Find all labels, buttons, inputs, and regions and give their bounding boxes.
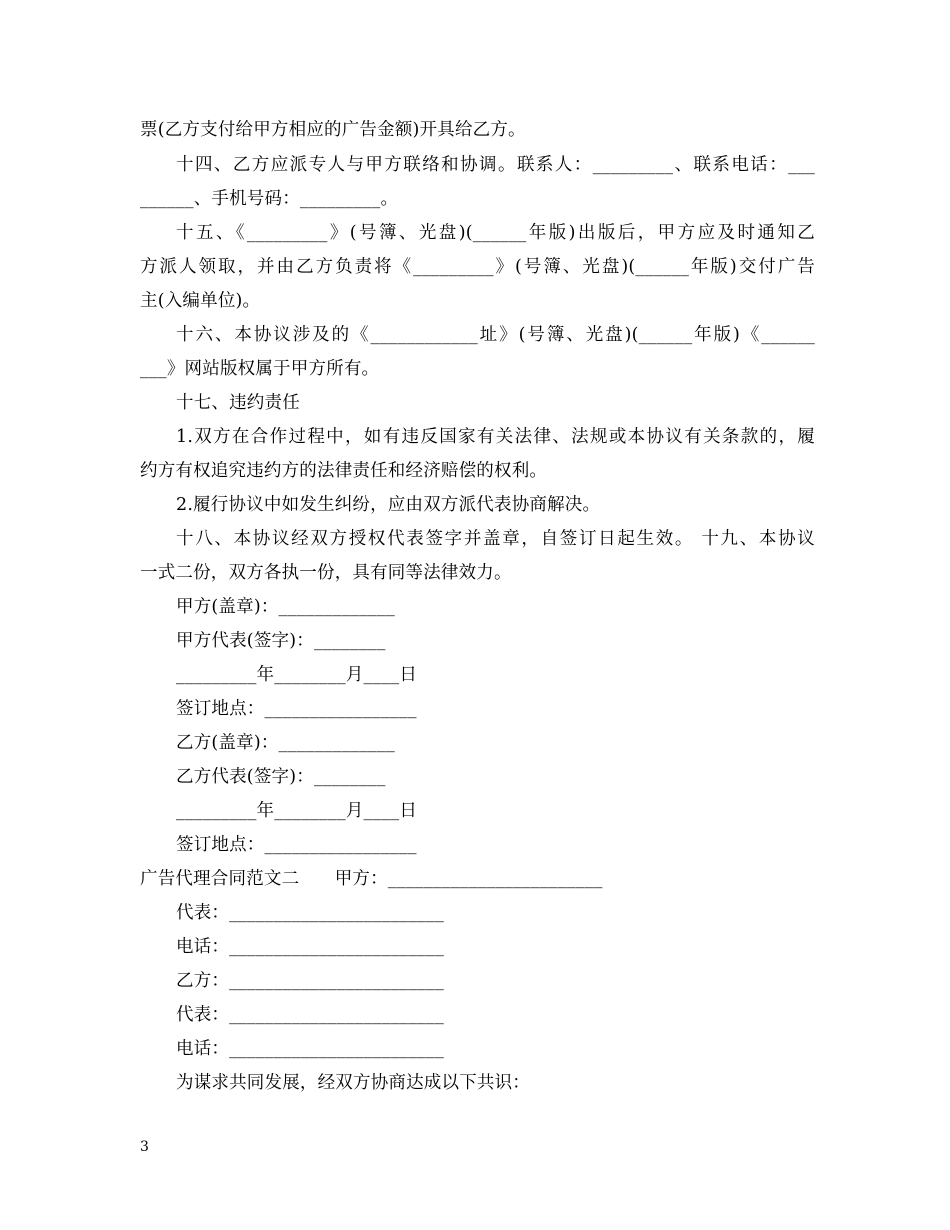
party-b-signing-place: 签订地点：_________________	[176, 835, 417, 855]
sample-two-party-a-phone: 电话：________________________	[176, 937, 444, 957]
sample-two-party-b: 乙方：________________________	[176, 971, 444, 991]
clause-14-line-1: 十四、乙方应派专人与甲方联络和协调。联系人：_________、联系电话：___	[176, 155, 815, 175]
clause-15-line-1: 十五、《_________》(号簿、光盘)(______年版)出版后，甲方应及时通知乙	[176, 223, 815, 243]
sample-two-party-b-phone: 电话：________________________	[176, 1039, 444, 1059]
party-a-date: _________年________月____日	[176, 665, 418, 685]
text-line-invoice: 票(乙方支付给甲方相应的广告金额)开具给乙方。	[140, 120, 526, 140]
clause-17-item-2: 2.履行协议中如发生纠纷，应由双方派代表协商解决。	[176, 495, 601, 515]
clause-15-line-2: 方派人领取，并由乙方负责将《_________》(号簿、光盘)(______年版)交付广告	[140, 257, 815, 277]
party-a-signing-place: 签订地点：_________________	[176, 699, 417, 719]
clause-18-line-2: 一式二份，双方各执一份，具有同等法律效力。	[140, 563, 512, 583]
party-a-representative: 甲方代表(签字)：________	[176, 631, 386, 651]
clause-18-line-1: 十八、本协议经双方授权代表签字并盖章，自签订日起生效。 十九、本协议	[176, 529, 815, 549]
page-number: 3	[140, 1139, 149, 1155]
party-b-seal: 乙方(盖章)：_____________	[176, 733, 395, 753]
sample-two-heading: 广告代理合同范文二 甲方：________________________	[140, 869, 603, 889]
clause-15-line-3: 主(入编单位)。	[140, 291, 261, 311]
party-b-representative: 乙方代表(签字)：________	[176, 767, 386, 787]
clause-17-item-1-line-2: 约方有权追究违约方的法律责任和经济赔偿的权利。	[140, 461, 548, 481]
sample-two-party-b-representative: 代表：________________________	[176, 1005, 444, 1025]
clause-17-heading: 十七、违约责任	[176, 393, 300, 413]
sample-two-intro: 为谋求共同发展，经双方协商达成以下共识：	[176, 1073, 530, 1093]
clause-16-line-2: ___》网站版权属于甲方所有。	[140, 359, 380, 379]
party-a-seal: 甲方(盖章)：_____________	[176, 597, 395, 617]
sample-two-party-a-representative: 代表：________________________	[176, 903, 444, 923]
clause-14-line-2: ______、手机号码：_________。	[140, 189, 399, 209]
party-b-date: _________年________月____日	[176, 801, 418, 821]
clause-17-item-1-line-1: 1.双方在合作过程中，如有违反国家有关法律、法规或本协议有关条款的，履	[176, 427, 815, 447]
clause-16-line-1: 十六、本协议涉及的《____________址》(号簿、光盘)(______年版)《______	[176, 325, 815, 345]
